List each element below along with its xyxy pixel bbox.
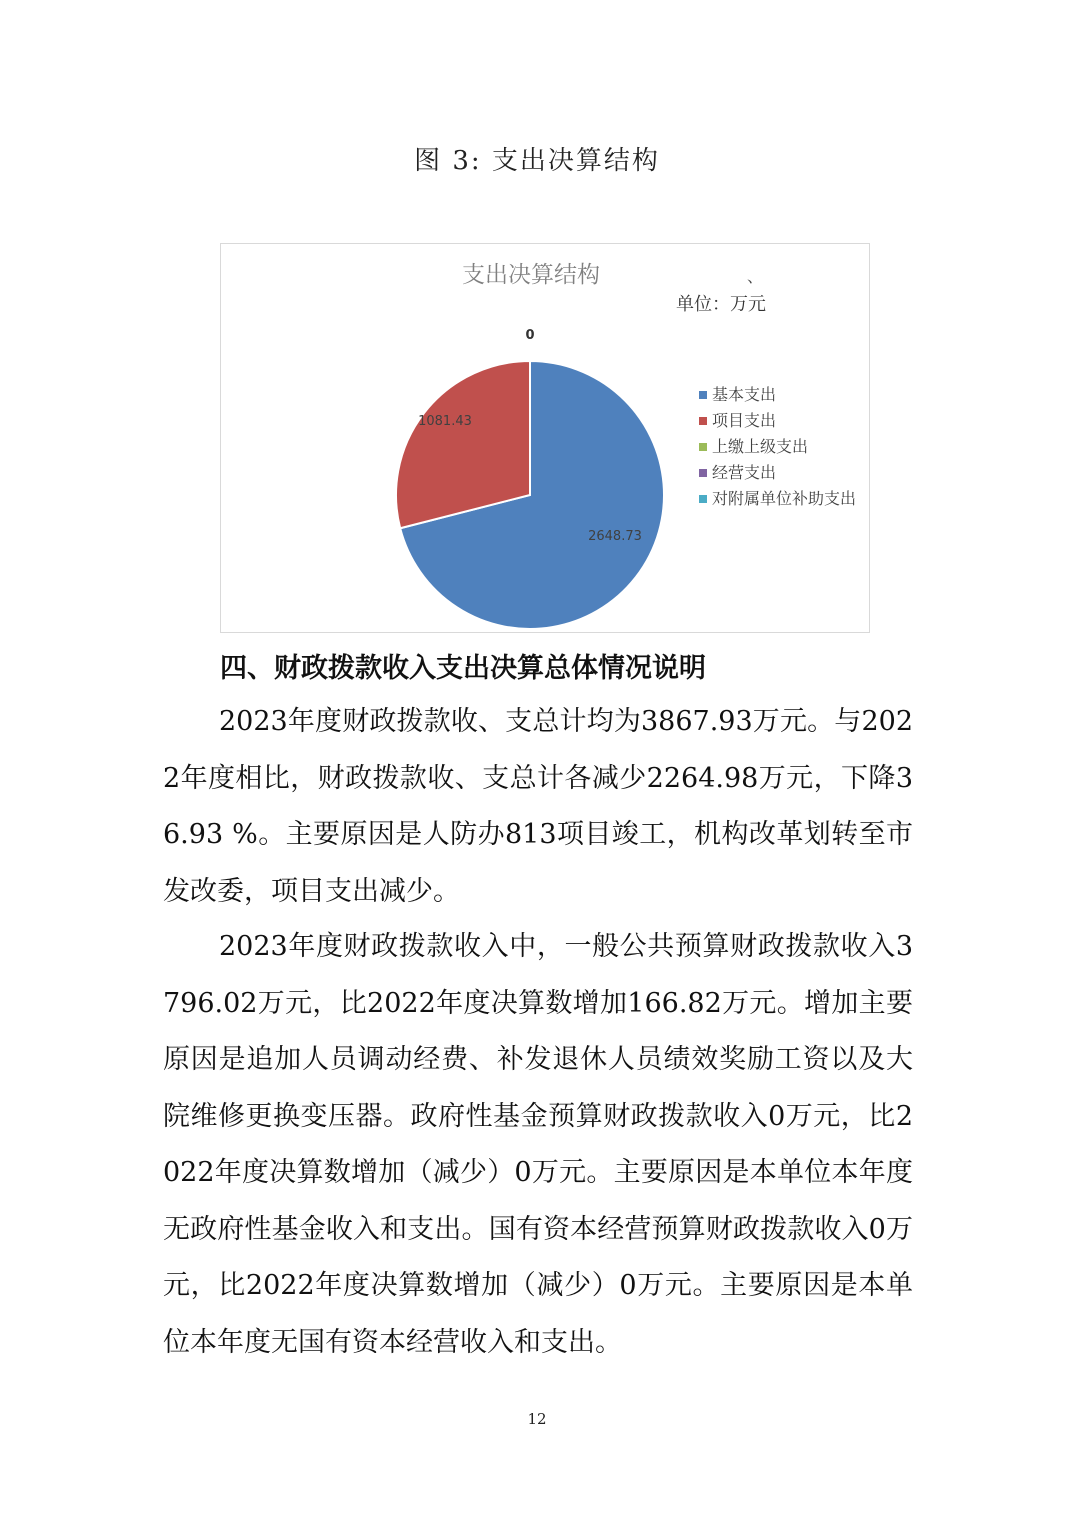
pie-slices	[396, 361, 664, 629]
legend-label-2: 项目支出	[712, 411, 777, 430]
unit-label: 单位：万元	[676, 294, 766, 315]
legend-label-3: 上缴上级支出	[712, 437, 809, 456]
paragraph-2: 2023年度财政拨款收入中，一般公共预算财政拨款收入3796.02万元，比2022年度决算数增加166.82万元。增加主要原因是追加人员调动经费、补发退休人员绩效奖励工资以及大院维修更换变压器。政府性基金预算财政拨款收入0万元，比2022年度决算数增加（减少）0万元。主要原因是本单位本年度无政府性基金收入和支出。国有资本经营预算财政拨款收入0万元，比2022年度决算数增加（减少）0万元。主要原因是本单位本年度无国有资本经营收入和支出。	[163, 931, 913, 1358]
expenditure-pie-chart	[220, 243, 870, 633]
paragraph-1: 2023年度财政拨款收、支总计均为3867.93万元。与2022年度相比，财政拨款收、支总计各减少2264.98万元，下降36.93 %。主要原因是人防办813项目竣工，机构改革划转至市发改委，项目支出减少。	[163, 706, 913, 907]
legend-label-1: 基本支出	[712, 385, 777, 404]
section-heading: 四、财政拨款收入支出决算总体情况说明	[220, 653, 706, 684]
pie-data-label-2: 1081.43	[418, 414, 472, 429]
page-number: 12	[527, 1410, 547, 1428]
legend-label-5: 对附属单位补助支出	[712, 489, 857, 508]
legend-swatch-4	[699, 469, 707, 477]
legend-swatch-2	[699, 417, 707, 425]
figure-caption: 图 3: 支出决算结构	[414, 146, 660, 176]
pie-data-label-3: 0	[525, 328, 535, 343]
pie-data-label-1: 2648.73	[588, 529, 642, 544]
stray-mark: 、	[746, 267, 764, 286]
pie-chart-svg	[221, 244, 871, 634]
legend-swatch-5	[699, 495, 707, 503]
legend-label-4: 经营支出	[712, 463, 777, 482]
chart-title: 支出决算结构	[462, 262, 600, 288]
legend-swatch-1	[699, 391, 707, 399]
chart-legend	[699, 385, 856, 508]
legend-swatch-3	[699, 443, 707, 451]
